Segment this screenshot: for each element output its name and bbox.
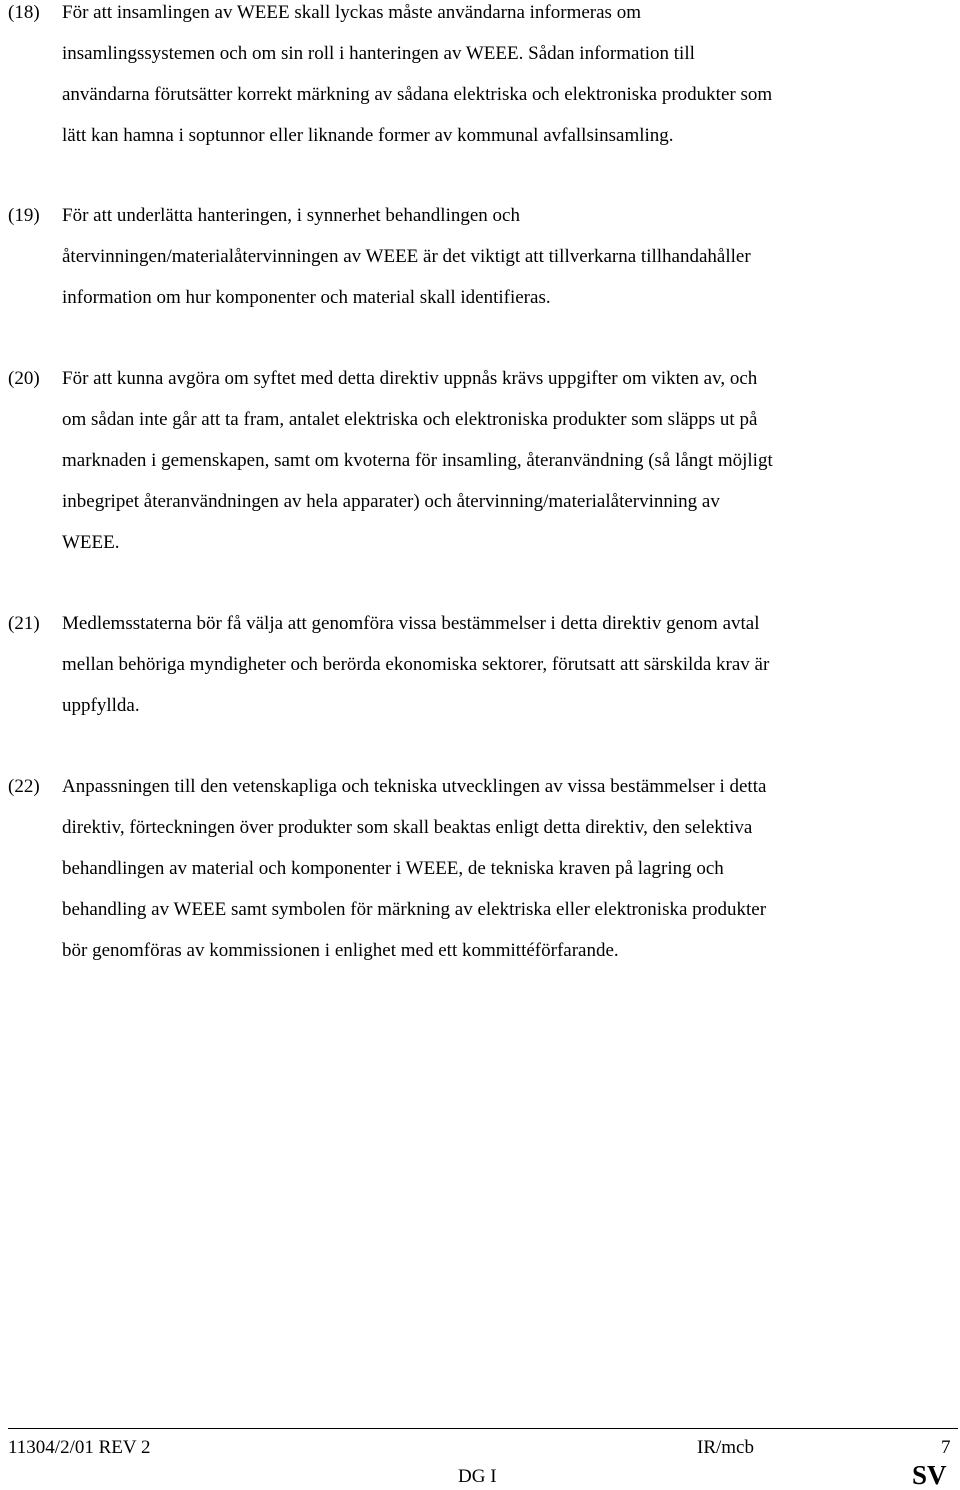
paragraph-number: (22) [8, 776, 40, 797]
text-line: Anpassningen till den vetenskapliga och tekniska utvecklingen av vissa bestämmelser i detta [62, 776, 767, 797]
paragraph-text [62, 195, 957, 318]
text-line: insamlingssystemen och om sin roll i hanteringen av WEEE. Sådan information till [62, 43, 695, 64]
text-line: inbegripet återanvändningen av hela apparater) och återvinning/materialåtervinning av [62, 491, 720, 512]
footer-divider [8, 1428, 958, 1429]
paragraph-number: (19) [8, 205, 40, 226]
text-line: uppfyllda. [62, 695, 140, 716]
text-line: WEEE. [62, 532, 120, 553]
footer-author-code: IR/mcb [697, 1437, 754, 1458]
footer-directorate: DG I [458, 1466, 497, 1487]
text-line: mellan behöriga myndigheter och berörda ekonomiska sektorer, förutsatt att särskilda krav är [62, 654, 770, 675]
paragraph-number: (20) [8, 368, 40, 389]
text-line: behandling av WEEE samt symbolen för märkning av elektriska eller elektroniska produkter [62, 899, 767, 920]
text-line: direktiv, förteckningen över produkter som skall beaktas enligt detta direktiv, den selektiva [62, 817, 753, 838]
text-line: marknaden i gemenskapen, samt om kvoterna för insamling, återanvändning (så långt möjligt [62, 450, 773, 471]
text-line: återvinningen/materialåtervinningen av WEEE är det viktigt att tillverkarna tillhandahåller [62, 246, 751, 267]
text-line: För att insamlingen av WEEE skall lyckas måste användarna informeras om [62, 2, 641, 23]
text-line: bör genomföras av kommissionen i enlighet med ett kommittéförfarande. [62, 940, 619, 961]
paragraph-text [62, 603, 957, 726]
text-line: användarna förutsätter korrekt märkning av sådana elektriska och elektroniska produkter som [62, 84, 773, 105]
paragraph-number: (21) [8, 613, 40, 634]
footer-document-number: 11304/2/01 REV 2 [8, 1437, 151, 1458]
footer-language-code: SV [912, 1460, 947, 1490]
text-line: För att kunna avgöra om syftet med detta direktiv uppnås krävs uppgifter om vikten av, och [62, 368, 758, 389]
text-line: behandlingen av material och komponenter i WEEE, de tekniska kraven på lagring och [62, 858, 724, 879]
text-line: lätt kan hamna i soptunnor eller liknande former av kommunal avfallsinsamling. [62, 125, 674, 146]
text-line: information om hur komponenter och material skall identifieras. [62, 287, 551, 308]
paragraph-text [62, 0, 957, 156]
text-line: För att underlätta hanteringen, i synnerhet behandlingen och [62, 205, 520, 226]
paragraph-text [62, 358, 957, 563]
paragraph-text [62, 766, 957, 971]
text-line: om sådan inte går att ta fram, antalet elektriska och elektroniska produkter som släpps ut på [62, 409, 758, 430]
paragraph-number: (18) [8, 2, 40, 23]
footer-page-number: 7 [941, 1437, 951, 1458]
text-line: Medlemsstaterna bör få välja att genomföra vissa bestämmelser i detta direktiv genom avtal [62, 613, 760, 634]
